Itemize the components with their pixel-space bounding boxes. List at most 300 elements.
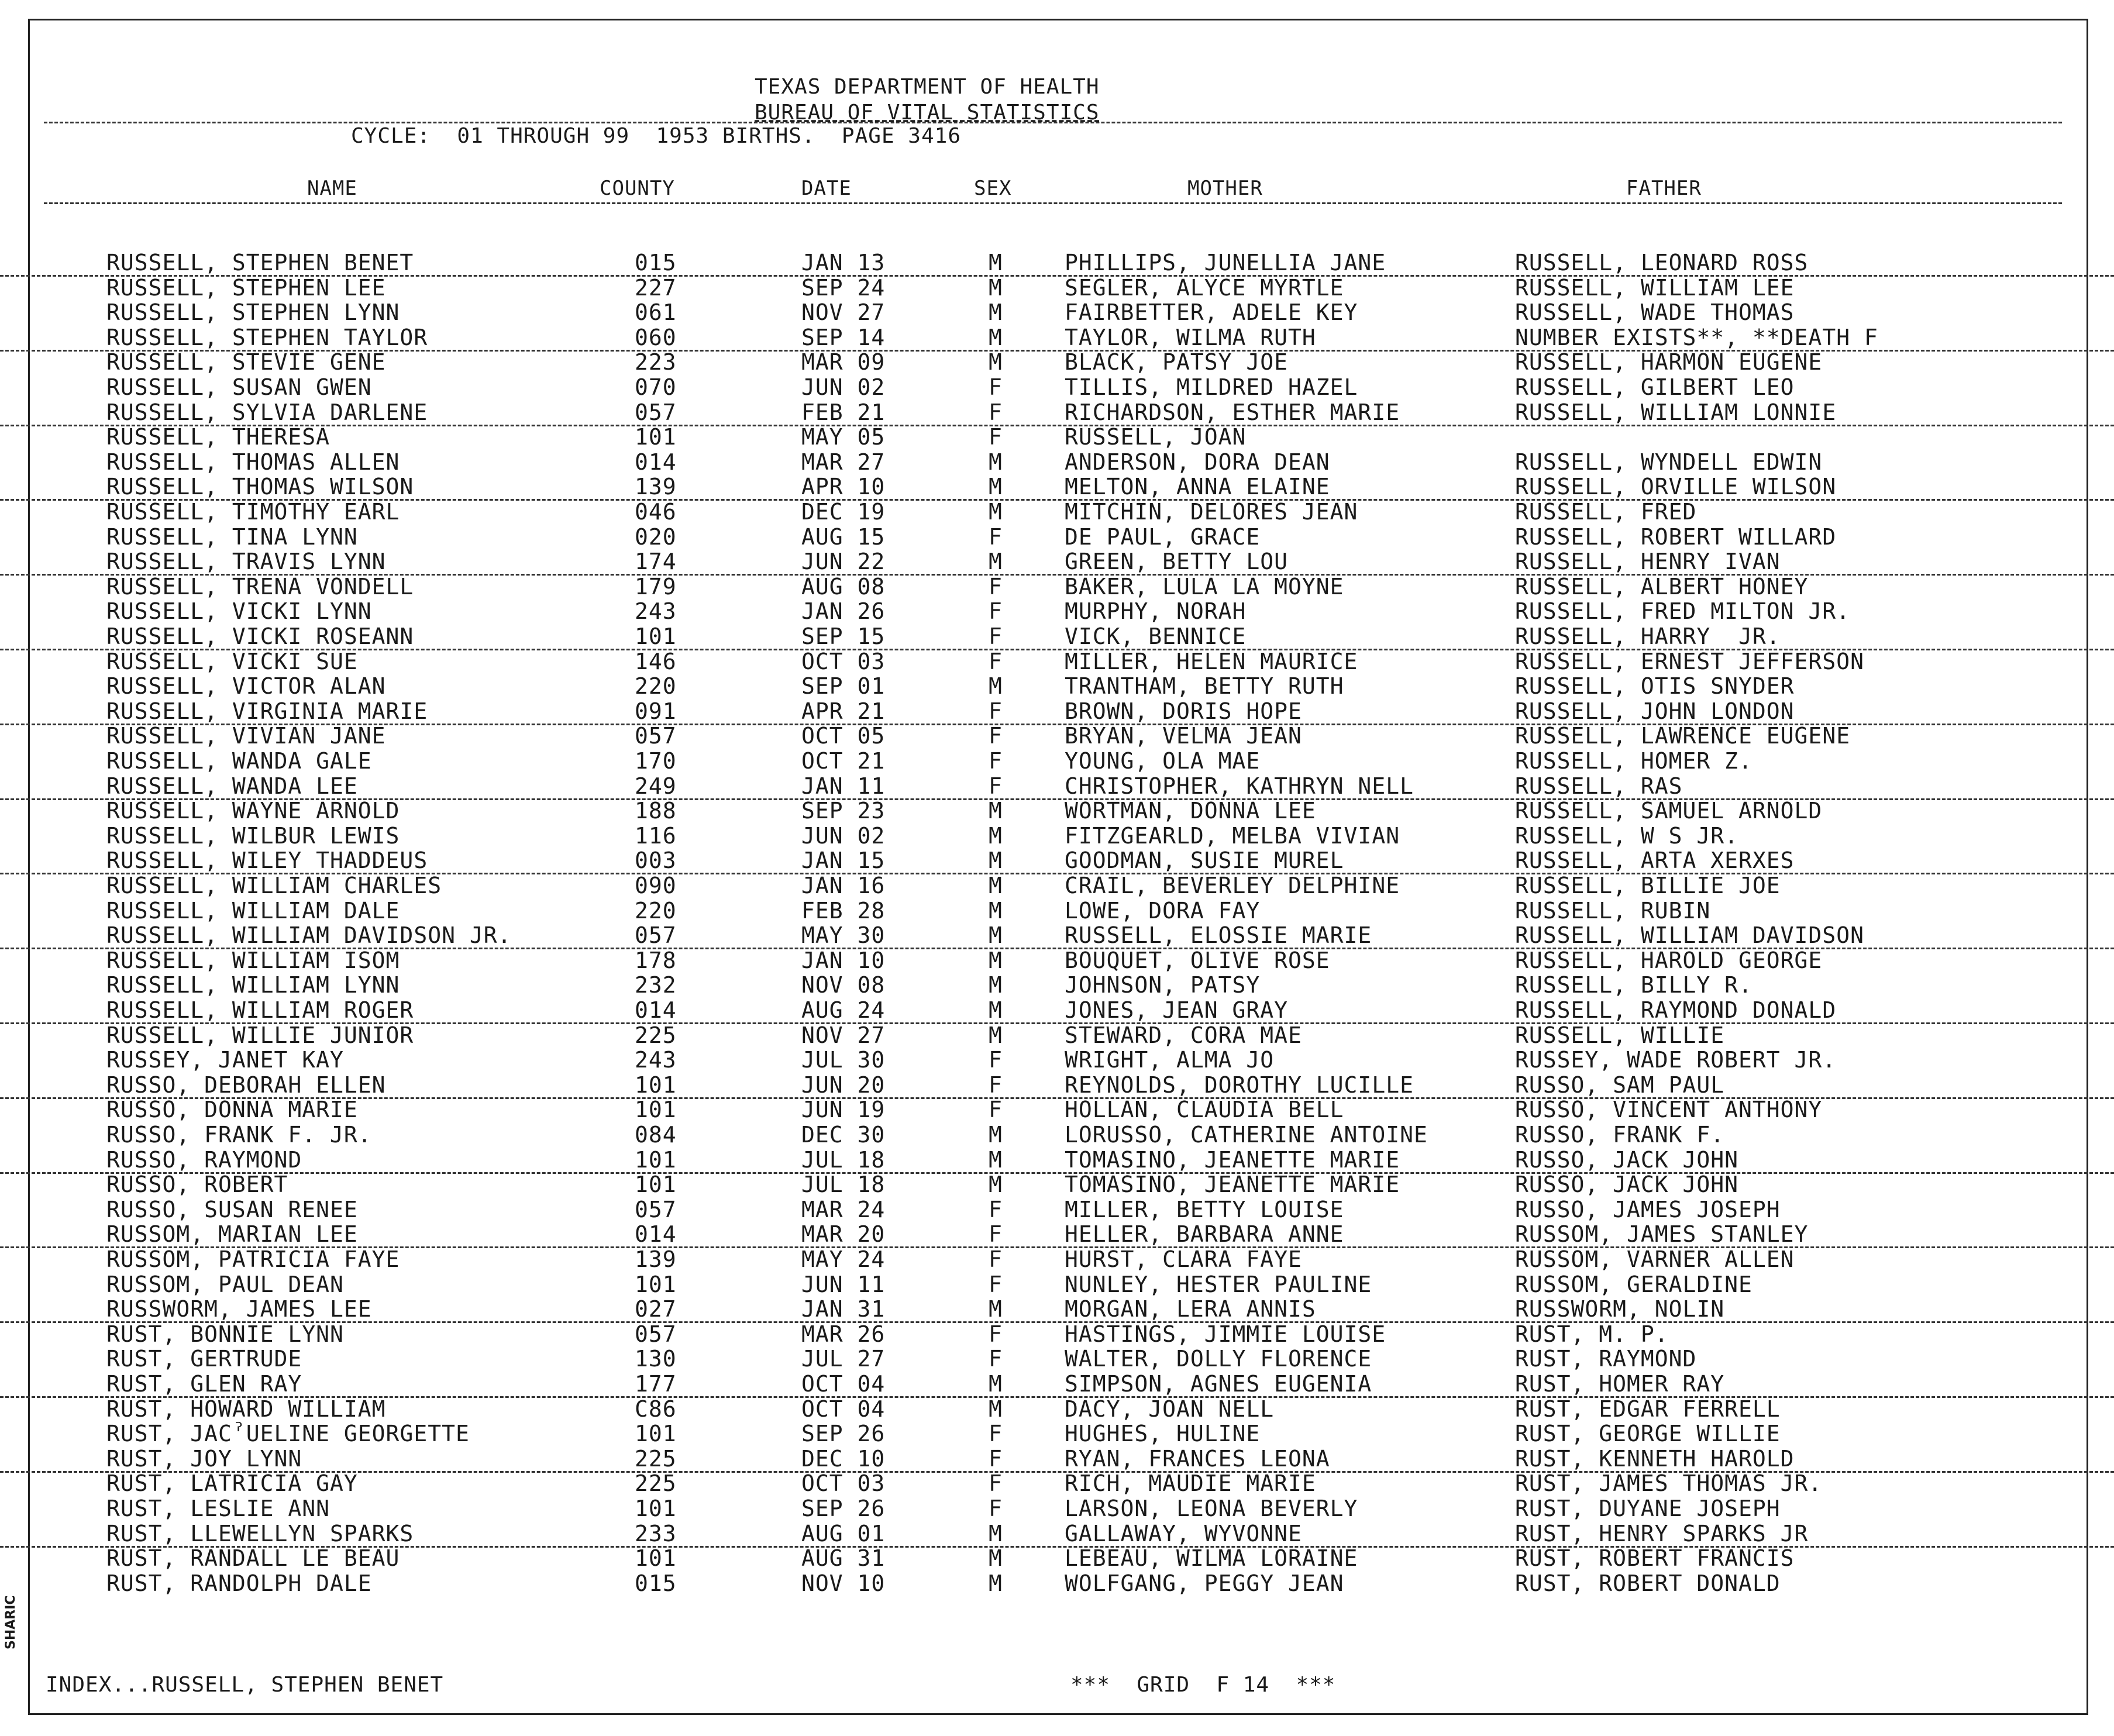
cell-name: RUSSOM, MARIAN LEE — [106, 1221, 358, 1248]
cell-father: RUSSELL, LAWRENCE EUGENE — [1515, 723, 1851, 749]
cell-father: RUSSELL, HENRY IVAN — [1515, 549, 1781, 575]
cell-date: JUN 22 — [801, 549, 886, 575]
cell-father: RUST, KENNETH HAROLD — [1515, 1445, 1795, 1472]
cell-mother: REYNOLDS, DOROTHY LUCILLE — [1065, 1072, 1414, 1098]
cell-county: 057 — [635, 1321, 677, 1347]
cell-father: RUSSELL, WILLIE — [1515, 1022, 1725, 1048]
table-row — [0, 350, 2114, 374]
cell-county: 101 — [635, 1146, 677, 1173]
header-subtitle: BUREAU OF VITAL STATISTICS — [755, 101, 1100, 125]
cell-mother: BOUQUET, OLIVE ROSE — [1065, 947, 1330, 973]
cell-date: SEP 23 — [801, 798, 886, 824]
cell-date: JUL 18 — [801, 1146, 886, 1173]
cell-father: RUSSOM, GERALDINE — [1515, 1271, 1753, 1297]
cell-county: 227 — [635, 274, 677, 301]
cell-date: NOV 27 — [801, 1022, 886, 1048]
cell-date: FEB 21 — [801, 399, 886, 425]
cell-date: AUG 31 — [801, 1545, 886, 1572]
cell-name: RUSSELL, VIVIAN JANE — [106, 723, 386, 749]
cell-county: 046 — [635, 499, 677, 525]
table-row — [0, 1247, 2114, 1272]
cell-mother: RICHARDSON, ESTHER MARIE — [1065, 399, 1400, 425]
cell-father: RUST, DUYANE JOSEPH — [1515, 1496, 1781, 1521]
cell-county: 101 — [635, 1496, 677, 1521]
table-row — [0, 724, 2114, 748]
cell-sex: M — [989, 499, 1003, 525]
cell-date: MAR 20 — [801, 1221, 886, 1248]
cell-date: OCT 03 — [801, 648, 886, 674]
cell-county: 139 — [635, 1246, 677, 1272]
cell-date: NOV 08 — [801, 972, 886, 998]
cell-mother: TOMASINO, JEANETTE MARIE — [1065, 1172, 1400, 1198]
cell-name: RUSSELL, STEPHEN BENET — [106, 250, 414, 275]
table-row — [0, 250, 2114, 277]
cell-mother: BRYAN, VELMA JEAN — [1065, 723, 1302, 749]
table-row — [0, 1496, 2114, 1521]
cell-name: RUSSELL, WILLIAM DALE — [106, 897, 400, 924]
cell-date: JAN 15 — [801, 848, 886, 874]
cell-sex: F — [989, 1246, 1003, 1272]
cell-father: RUSSELL, HOMER Z. — [1515, 748, 1753, 774]
cell-sex: F — [989, 1072, 1003, 1098]
cell-mother: BAKER, LULA LA MOYNE — [1065, 573, 1344, 600]
cell-county: 178 — [635, 947, 677, 973]
cell-father: NUMBER EXISTS**, **DEATH F — [1515, 324, 1878, 350]
cell-mother: DACY, JOAN NELL — [1065, 1396, 1275, 1422]
cell-sex: F — [989, 624, 1003, 649]
cell-sex: F — [989, 523, 1003, 550]
table-row — [0, 749, 2114, 773]
cell-name: RUSSELL, STEPHEN TAYLOR — [106, 324, 428, 350]
cell-county: 177 — [635, 1371, 677, 1397]
table-row — [0, 1097, 2114, 1122]
cell-date: DEC 19 — [801, 499, 886, 525]
cell-sex: M — [989, 997, 1003, 1023]
cell-county: 101 — [635, 1072, 677, 1098]
cell-county: 243 — [635, 598, 677, 625]
cell-sex: F — [989, 698, 1003, 724]
table-row — [0, 1372, 2114, 1398]
cell-date: JUL 27 — [801, 1346, 886, 1372]
cell-sex: M — [989, 1371, 1003, 1397]
cell-county: 070 — [635, 374, 677, 400]
cell-mother: TRANTHAM, BETTY RUTH — [1065, 673, 1344, 700]
table-row — [0, 549, 2114, 576]
cell-mother: MILLER, BETTY LOUISE — [1065, 1196, 1344, 1222]
cell-name: RUSSO, RAYMOND — [106, 1146, 302, 1173]
cell-sex: F — [989, 1445, 1003, 1472]
cell-sex: F — [989, 598, 1003, 625]
cell-father: RUSSELL, OTIS SNYDER — [1515, 673, 1795, 700]
cell-date: NOV 10 — [801, 1570, 886, 1596]
cell-mother: CHRISTOPHER, KATHRYN NELL — [1065, 773, 1414, 799]
cell-date: AUG 01 — [801, 1520, 886, 1546]
cell-sex: M — [989, 873, 1003, 898]
cell-mother: VICK, BENNICE — [1065, 624, 1247, 649]
cell-county: 139 — [635, 474, 677, 500]
cell-county: 014 — [635, 1221, 677, 1248]
cell-father: RUSSELL, ERNEST JEFFERSON — [1515, 648, 1864, 674]
cell-name: RUST, JACˀUELINE GEORGETTE — [106, 1421, 470, 1447]
cell-sex: M — [989, 474, 1003, 500]
cell-county: 233 — [635, 1520, 677, 1546]
cell-sex: F — [989, 399, 1003, 425]
cell-father: RUSSELL, RUBIN — [1515, 897, 1711, 924]
cell-date: JUN 02 — [801, 822, 886, 849]
cell-father: RUST, ROBERT FRANCIS — [1515, 1545, 1795, 1572]
cell-father: RUSSO, VINCENT ANTHONY — [1515, 1097, 1823, 1123]
cell-county: 060 — [635, 324, 677, 350]
cell-date: JAN 13 — [801, 250, 886, 275]
table-row — [0, 375, 2114, 399]
cell-mother: HUGHES, HULINE — [1065, 1421, 1261, 1447]
cell-name: RUSSO, SUSAN RENEE — [106, 1196, 358, 1222]
cell-father: RUST, HENRY SPARKS JR — [1515, 1520, 1809, 1546]
cell-county: 014 — [635, 449, 677, 475]
cell-sex: M — [989, 549, 1003, 575]
cell-sex: F — [989, 1047, 1003, 1073]
cell-name: RUSSELL, VIRGINIA MARIE — [106, 698, 428, 724]
table-row — [0, 1346, 2114, 1371]
cell-date: APR 10 — [801, 474, 886, 500]
cell-county: 020 — [635, 523, 677, 550]
cell-name: RUSSELL, WAYNE ARNOLD — [106, 798, 400, 824]
cell-mother: RICH, MAUDIE MARIE — [1065, 1470, 1316, 1497]
cell-name: RUST, LESLIE ANN — [106, 1496, 330, 1521]
cell-sex: M — [989, 798, 1003, 824]
cell-sex: M — [989, 1570, 1003, 1596]
cell-father: RUSSELL, BILLY R. — [1515, 972, 1753, 998]
cell-mother: HASTINGS, JIMMIE LOUISE — [1065, 1321, 1386, 1347]
cell-sex: M — [989, 897, 1003, 924]
cell-county: 116 — [635, 822, 677, 849]
cell-mother: HOLLAN, CLAUDIA BELL — [1065, 1097, 1344, 1123]
cell-name: RUSSOM, PATRICIA FAYE — [106, 1246, 400, 1272]
cell-name: RUSSELL, SYLVIA DARLENE — [106, 399, 428, 425]
cell-father: RUST, EDGAR FERRELL — [1515, 1396, 1781, 1422]
cell-date: JUN 20 — [801, 1072, 886, 1098]
table-row — [0, 1172, 2114, 1197]
cell-sex: M — [989, 947, 1003, 973]
col-head-sex: SEX — [974, 177, 1012, 200]
footer-grid: *** GRID F 14 *** — [1070, 1673, 1336, 1697]
cell-date: JUL 30 — [801, 1047, 886, 1073]
cell-father: RUSSELL, SAMUEL ARNOLD — [1515, 798, 1823, 824]
cell-name: RUSSELL, THOMAS WILSON — [106, 474, 414, 500]
cell-father: RUSSELL, HARMON EUGENE — [1515, 349, 1823, 376]
table-row — [0, 923, 2114, 949]
cell-mother: TOMASINO, JEANETTE MARIE — [1065, 1146, 1400, 1173]
cell-sex: F — [989, 773, 1003, 799]
cell-date: JAN 10 — [801, 947, 886, 973]
cell-sex: M — [989, 299, 1003, 326]
cell-father: RUSSELL, ARTA XERXES — [1515, 848, 1795, 874]
cell-date: MAY 30 — [801, 922, 886, 949]
table-row — [0, 674, 2114, 698]
cell-mother: WALTER, DOLLY FLORENCE — [1065, 1346, 1372, 1372]
cell-county: 101 — [635, 1545, 677, 1572]
cell-father: RUSSOM, JAMES STANLEY — [1515, 1221, 1809, 1248]
col-head-county: COUNTY — [600, 177, 675, 200]
cell-sex: F — [989, 1496, 1003, 1521]
table-row — [0, 1546, 2114, 1570]
cell-date: AUG 08 — [801, 573, 886, 600]
cell-name: RUSSELL, VICKI ROSEANN — [106, 624, 414, 649]
cell-date: OCT 21 — [801, 748, 886, 774]
table-row — [0, 525, 2114, 549]
table-row — [0, 1421, 2114, 1446]
cell-mother: HURST, CLARA FAYE — [1065, 1246, 1302, 1272]
cell-sex: F — [989, 748, 1003, 774]
table-row — [0, 1446, 2114, 1473]
table-row — [0, 824, 2114, 848]
cell-name: RUST, GLEN RAY — [106, 1371, 302, 1397]
cell-mother: FITZGEARLD, MELBA VIVIAN — [1065, 822, 1400, 849]
cell-father: RUSSELL, WILLIAM DAVIDSON — [1515, 922, 1864, 949]
cell-county: 101 — [635, 1097, 677, 1123]
cell-date: JAN 11 — [801, 773, 886, 799]
header-rule — [44, 122, 2062, 123]
cell-sex: M — [989, 848, 1003, 874]
table-row — [0, 649, 2114, 674]
cell-county: 027 — [635, 1296, 677, 1322]
table-row — [0, 1122, 2114, 1147]
cell-father: RUSSO, JACK JOHN — [1515, 1146, 1739, 1173]
col-head-name: NAME — [307, 177, 357, 200]
cell-father: RUSSO, JACK JOHN — [1515, 1172, 1739, 1198]
cell-sex: F — [989, 1097, 1003, 1123]
cell-mother: STEWARD, CORA MAE — [1065, 1022, 1302, 1048]
cell-mother: CRAIL, BEVERLEY DELPHINE — [1065, 873, 1400, 898]
cell-date: SEP 26 — [801, 1421, 886, 1447]
cell-name: RUSSELL, VICTOR ALAN — [106, 673, 386, 700]
cell-father: RUSSELL, LEONARD ROSS — [1515, 250, 1809, 275]
cell-sex: M — [989, 1545, 1003, 1572]
cell-father: RUSSELL, GILBERT LEO — [1515, 374, 1795, 400]
table-row — [0, 798, 2114, 823]
cell-father: RUSSELL, FRED MILTON JR. — [1515, 598, 1851, 625]
cell-father: RUSSELL, RAYMOND DONALD — [1515, 997, 1837, 1023]
cell-county: 225 — [635, 1022, 677, 1048]
cell-sex: M — [989, 1022, 1003, 1048]
table-row — [0, 998, 2114, 1024]
cell-mother: LEBEAU, WILMA LORAINE — [1065, 1545, 1358, 1572]
cell-sex: F — [989, 1271, 1003, 1297]
table-row — [0, 973, 2114, 997]
cell-sex: M — [989, 1296, 1003, 1322]
cell-date: NOV 27 — [801, 299, 886, 326]
cell-father: RUST, JAMES THOMAS JR. — [1515, 1470, 1823, 1497]
cell-father: RUST, HOMER RAY — [1515, 1371, 1725, 1397]
cell-name: RUSSO, DONNA MARIE — [106, 1097, 358, 1123]
cell-sex: M — [989, 324, 1003, 350]
cell-county: 146 — [635, 648, 677, 674]
cell-county: 101 — [635, 1172, 677, 1198]
cell-father: RUSSOM, VARNER ALLEN — [1515, 1246, 1795, 1272]
header-title: TEXAS DEPARTMENT OF HEALTH — [755, 75, 1100, 99]
cell-name: RUSSELL, STEPHEN LYNN — [106, 299, 400, 326]
cell-county: 091 — [635, 698, 677, 724]
cell-mother: LORUSSO, CATHERINE ANTOINE — [1065, 1122, 1428, 1148]
cell-name: RUSSELL, WILLIAM ISOM — [106, 947, 400, 973]
cell-mother: BROWN, DORIS HOPE — [1065, 698, 1302, 724]
cell-county: 057 — [635, 723, 677, 749]
cell-name: RUSSELL, WILBUR LEWIS — [106, 822, 400, 849]
cell-county: 090 — [635, 873, 677, 898]
cell-father: RUSSELL, RAS — [1515, 773, 1683, 799]
cell-sex: M — [989, 274, 1003, 301]
cell-name: RUST, RANDALL LE BEAU — [106, 1545, 400, 1572]
table-row — [0, 599, 2114, 624]
cell-mother: GREEN, BETTY LOU — [1065, 549, 1289, 575]
cell-father: RUSSO, SAM PAUL — [1515, 1072, 1725, 1098]
cell-date: JUN 11 — [801, 1271, 886, 1297]
cell-county: 225 — [635, 1445, 677, 1472]
table-row — [0, 1222, 2114, 1248]
cell-name: RUSSELL, WILLIAM DAVIDSON JR. — [106, 922, 512, 949]
cell-father: RUST, M. P. — [1515, 1321, 1669, 1347]
table-row — [0, 1471, 2114, 1496]
cell-county: 225 — [635, 1470, 677, 1497]
table-row — [0, 873, 2114, 898]
cell-mother: LARSON, LEONA BEVERLY — [1065, 1496, 1358, 1521]
cell-mother: SEGLER, ALYCE MYRTLE — [1065, 274, 1344, 301]
cell-father: RUSSWORM, NOLIN — [1515, 1296, 1725, 1322]
cell-name: RUSSELL, WILLIAM ROGER — [106, 997, 414, 1023]
table-row — [0, 898, 2114, 923]
cell-mother: MILLER, HELEN MAURICE — [1065, 648, 1358, 674]
cell-name: RUST, HOWARD WILLIAM — [106, 1396, 386, 1422]
cell-county: 057 — [635, 1196, 677, 1222]
cell-name: RUSSELL, VICKI LYNN — [106, 598, 372, 625]
cell-father: RUSSELL, ORVILLE WILSON — [1515, 474, 1837, 500]
cell-father: RUSSELL, JOHN LONDON — [1515, 698, 1795, 724]
cell-mother: JOHNSON, PATSY — [1065, 972, 1261, 998]
cell-sex: F — [989, 648, 1003, 674]
cell-name: RUSSELL, THOMAS ALLEN — [106, 449, 400, 475]
table-row — [0, 1073, 2114, 1099]
cell-county: 170 — [635, 748, 677, 774]
cell-mother: RYAN, FRANCES LEONA — [1065, 1445, 1330, 1472]
cell-father: RUSSO, FRANK F. — [1515, 1122, 1725, 1148]
cell-father: RUSSELL, ROBERT WILLARD — [1515, 523, 1837, 550]
cell-name: RUSSOM, PAUL DEAN — [106, 1271, 344, 1297]
cell-mother: ANDERSON, DORA DEAN — [1065, 449, 1330, 475]
table-row — [0, 774, 2114, 800]
table-row — [0, 474, 2114, 501]
cell-date: JUN 19 — [801, 1097, 886, 1123]
cell-county: 130 — [635, 1346, 677, 1372]
cell-name: RUSSELL, WANDA GALE — [106, 748, 372, 774]
cell-name: RUSSELL, WILLIE JUNIOR — [106, 1022, 414, 1048]
cell-county: 003 — [635, 848, 677, 874]
col-head-date: DATE — [801, 177, 852, 200]
cell-date: OCT 04 — [801, 1396, 886, 1422]
cell-mother: LOWE, DORA FAY — [1065, 897, 1261, 924]
cell-mother: JONES, JEAN GRAY — [1065, 997, 1289, 1023]
cell-sex: M — [989, 972, 1003, 998]
table-row — [0, 848, 2114, 874]
cell-date: OCT 04 — [801, 1371, 886, 1397]
cell-father: RUSSO, JAMES JOSEPH — [1515, 1196, 1781, 1222]
cell-father: RUSSELL, HAROLD GEORGE — [1515, 947, 1823, 973]
cell-name: RUSSELL, TRENA VONDELL — [106, 573, 414, 600]
table-row — [0, 425, 2114, 449]
cell-mother: TILLIS, MILDRED HAZEL — [1065, 374, 1358, 400]
cell-date: FEB 28 — [801, 897, 886, 924]
cell-sex: F — [989, 424, 1003, 450]
cell-father: RUSSELL, WILLIAM LONNIE — [1515, 399, 1837, 425]
cell-sex: F — [989, 573, 1003, 600]
cell-date: MAR 09 — [801, 349, 886, 376]
table-row — [0, 1521, 2114, 1548]
table-row — [0, 948, 2114, 973]
cell-sex: F — [989, 1421, 1003, 1447]
cell-date: OCT 03 — [801, 1470, 886, 1497]
table-row — [0, 1272, 2114, 1297]
footer-index: INDEX...RUSSELL, STEPHEN BENET — [46, 1673, 444, 1697]
cell-date: SEP 15 — [801, 624, 886, 649]
cell-county: 101 — [635, 624, 677, 649]
cell-sex: F — [989, 1346, 1003, 1372]
cell-mother: GOODMAN, SUSIE MUREL — [1065, 848, 1344, 874]
cell-date: OCT 05 — [801, 723, 886, 749]
cell-county: 057 — [635, 922, 677, 949]
table-row — [0, 300, 2114, 325]
cell-sex: F — [989, 1321, 1003, 1347]
cell-father: RUSSELL, HARRY JR. — [1515, 624, 1781, 649]
cell-mother: WORTMAN, DONNA LEE — [1065, 798, 1316, 824]
cell-county: 179 — [635, 573, 677, 600]
cell-name: RUSSELL, TINA LYNN — [106, 523, 358, 550]
cell-county: 249 — [635, 773, 677, 799]
cell-sex: M — [989, 250, 1003, 275]
cell-sex: M — [989, 673, 1003, 700]
cell-county: 243 — [635, 1047, 677, 1073]
cell-mother: YOUNG, OLA MAE — [1065, 748, 1261, 774]
cell-county: 232 — [635, 972, 677, 998]
cell-father: RUSSELL, WADE THOMAS — [1515, 299, 1795, 326]
cell-name: RUSSO, FRANK F. JR. — [106, 1122, 372, 1148]
cell-father: RUSSELL, W S JR. — [1515, 822, 1739, 849]
cell-date: SEP 26 — [801, 1496, 886, 1521]
cell-mother: HELLER, BARBARA ANNE — [1065, 1221, 1344, 1248]
cell-date: JAN 31 — [801, 1296, 886, 1322]
cell-mother: MURPHY, NORAH — [1065, 598, 1247, 625]
table-row — [0, 1148, 2114, 1174]
cell-date: MAR 26 — [801, 1321, 886, 1347]
cell-mother: TAYLOR, WILMA RUTH — [1065, 324, 1316, 350]
cell-name: RUST, JOY LYNN — [106, 1445, 302, 1472]
cell-county: 174 — [635, 549, 677, 575]
table-row — [0, 400, 2114, 426]
cell-county: 223 — [635, 349, 677, 376]
cell-sex: M — [989, 449, 1003, 475]
cell-mother: NUNLEY, HESTER PAULINE — [1065, 1271, 1372, 1297]
cell-name: RUSSELL, SUSAN GWEN — [106, 374, 372, 400]
cell-father: RUST, RAYMOND — [1515, 1346, 1697, 1372]
table-row — [0, 574, 2114, 599]
cell-mother: MITCHIN, DELORES JEAN — [1065, 499, 1358, 525]
cell-county: 220 — [635, 897, 677, 924]
table-row — [0, 624, 2114, 650]
table-row — [0, 450, 2114, 474]
cell-mother: WRIGHT, ALMA JO — [1065, 1047, 1275, 1073]
table-row — [0, 1048, 2114, 1072]
cell-county: 015 — [635, 250, 677, 275]
cell-father: RUSSELL, WILLIAM LEE — [1515, 274, 1795, 301]
cycle-line: CYCLE: 01 THROUGH 99 1953 BIRTHS. PAGE 3416 — [351, 124, 961, 148]
